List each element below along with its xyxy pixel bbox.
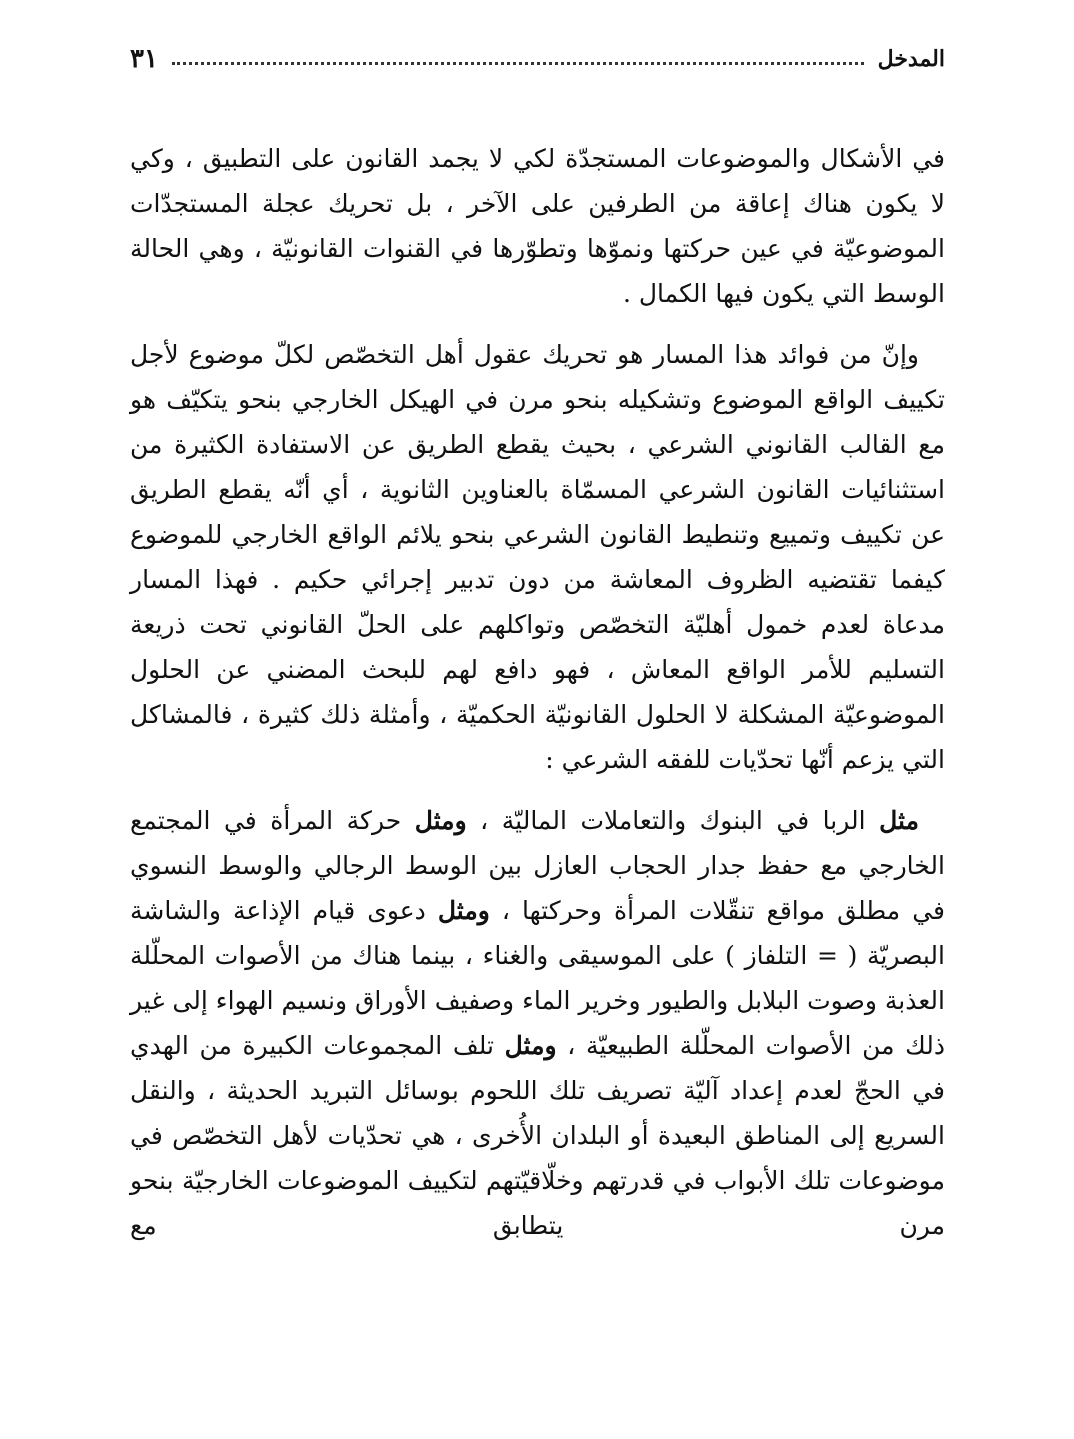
emphasis-wamithl: ومثل bbox=[504, 1031, 557, 1060]
text-run: دعوى قيام الإذاعة والشاشة البصريّة ( = التلفاز ) على الموسيقى والغناء ، بينما هناك من الأصوات المحلّلة العذبة وصوت البلابل والطيور وخرير الماء وصفيف الأوراق ونسيم الهواء إلى غير ذلك من الأصوات المحلّلة الطبيعيّة ، bbox=[130, 896, 945, 1060]
page-number: ٣١ bbox=[130, 44, 158, 74]
emphasis-mithl: مثل bbox=[879, 806, 919, 835]
book-page bbox=[130, 36, 945, 1426]
text-run: حركة المرأة في المجتمع الخارجي مع حفظ جدار الحجاب العازل بين الوسط الرجالي والوسط النسوي في مطلق مواقع تنقّلات المرأة وحركتها ، bbox=[130, 806, 945, 925]
emphasis-wamithl: ومثل bbox=[414, 806, 467, 835]
running-header bbox=[130, 36, 945, 82]
body-text bbox=[130, 136, 945, 1248]
leader-dots bbox=[172, 62, 864, 65]
emphasis-wamithl: ومثل bbox=[437, 896, 490, 925]
text-run: الربا في البنوك والتعاملات الماليّة ، bbox=[466, 806, 880, 835]
text-run: تلف المجموعات الكبيرة من الهدي في الحجّ لعدم إعداد آليّة تصريف تلك اللحوم بوسائل التبريد الحديثة ، والنقل السريع إلى المناطق البعيدة أو البلدان الأُخرى ، هي تحدّيات لأهل التخصّص في موضوعات تلك الأبواب في قدرتهم وخلّاقيّتهم لتكييف الموضوعات الخارجيّة بنحو مرن يتطابق مع bbox=[130, 1031, 945, 1240]
paragraph-3 bbox=[130, 798, 945, 1248]
chapter-title: المدخل bbox=[877, 46, 945, 72]
paragraph-1: في الأشكال والموضوعات المستجدّة لكي لا يجمد القانون على التطبيق ، وكي لا يكون هناك إعاقة من الطرفين على الآخر ، بل تحريك عجلة المستجدّات الموضوعيّة في عين حركتها ونموّها وتطوّرها في القنوات القانونيّة ، وهي الحالة الوسط التي يكون فيها الكمال . bbox=[130, 144, 945, 308]
paragraph-2: وإنّ من فوائد هذا المسار هو تحريك عقول أهل التخصّص لكلّ موضوع لأجل تكييف الواقع الموضوع وتشكيله بنحو مرن في الهيكل الخارجي بنحو يتكيّف هو مع القالب القانوني الشرعي ، بحيث يقطع الطريق عن الاستفادة الكثيرة من استثنائيات القانون الشرعي المسمّاة بالعناوين الثانوية ، أي أنّه يقطع الطريق عن تكييف وتمييع وتنطيط القانون الشرعي بنحو يلائم الواقع الخارجي للموضوع كيفما تقتضيه الظروف المعاشة من دون تدبير إجرائي حكيم . فهذا المسار مدعاة لعدم خمول أهليّة التخصّص وتواكلهم على الحلّ القانوني تحت ذريعة التسليم للأمر الواقع المعاش ، فهو دافع لهم للبحث المضني عن الحلول الموضوعيّة المشكلة لا الحلول القانونيّة الحكميّة ، وأمثلة ذلك كثيرة ، فالمشاكل التي يزعم أنّها تحدّيات للفقه الشرعي : bbox=[130, 340, 945, 774]
